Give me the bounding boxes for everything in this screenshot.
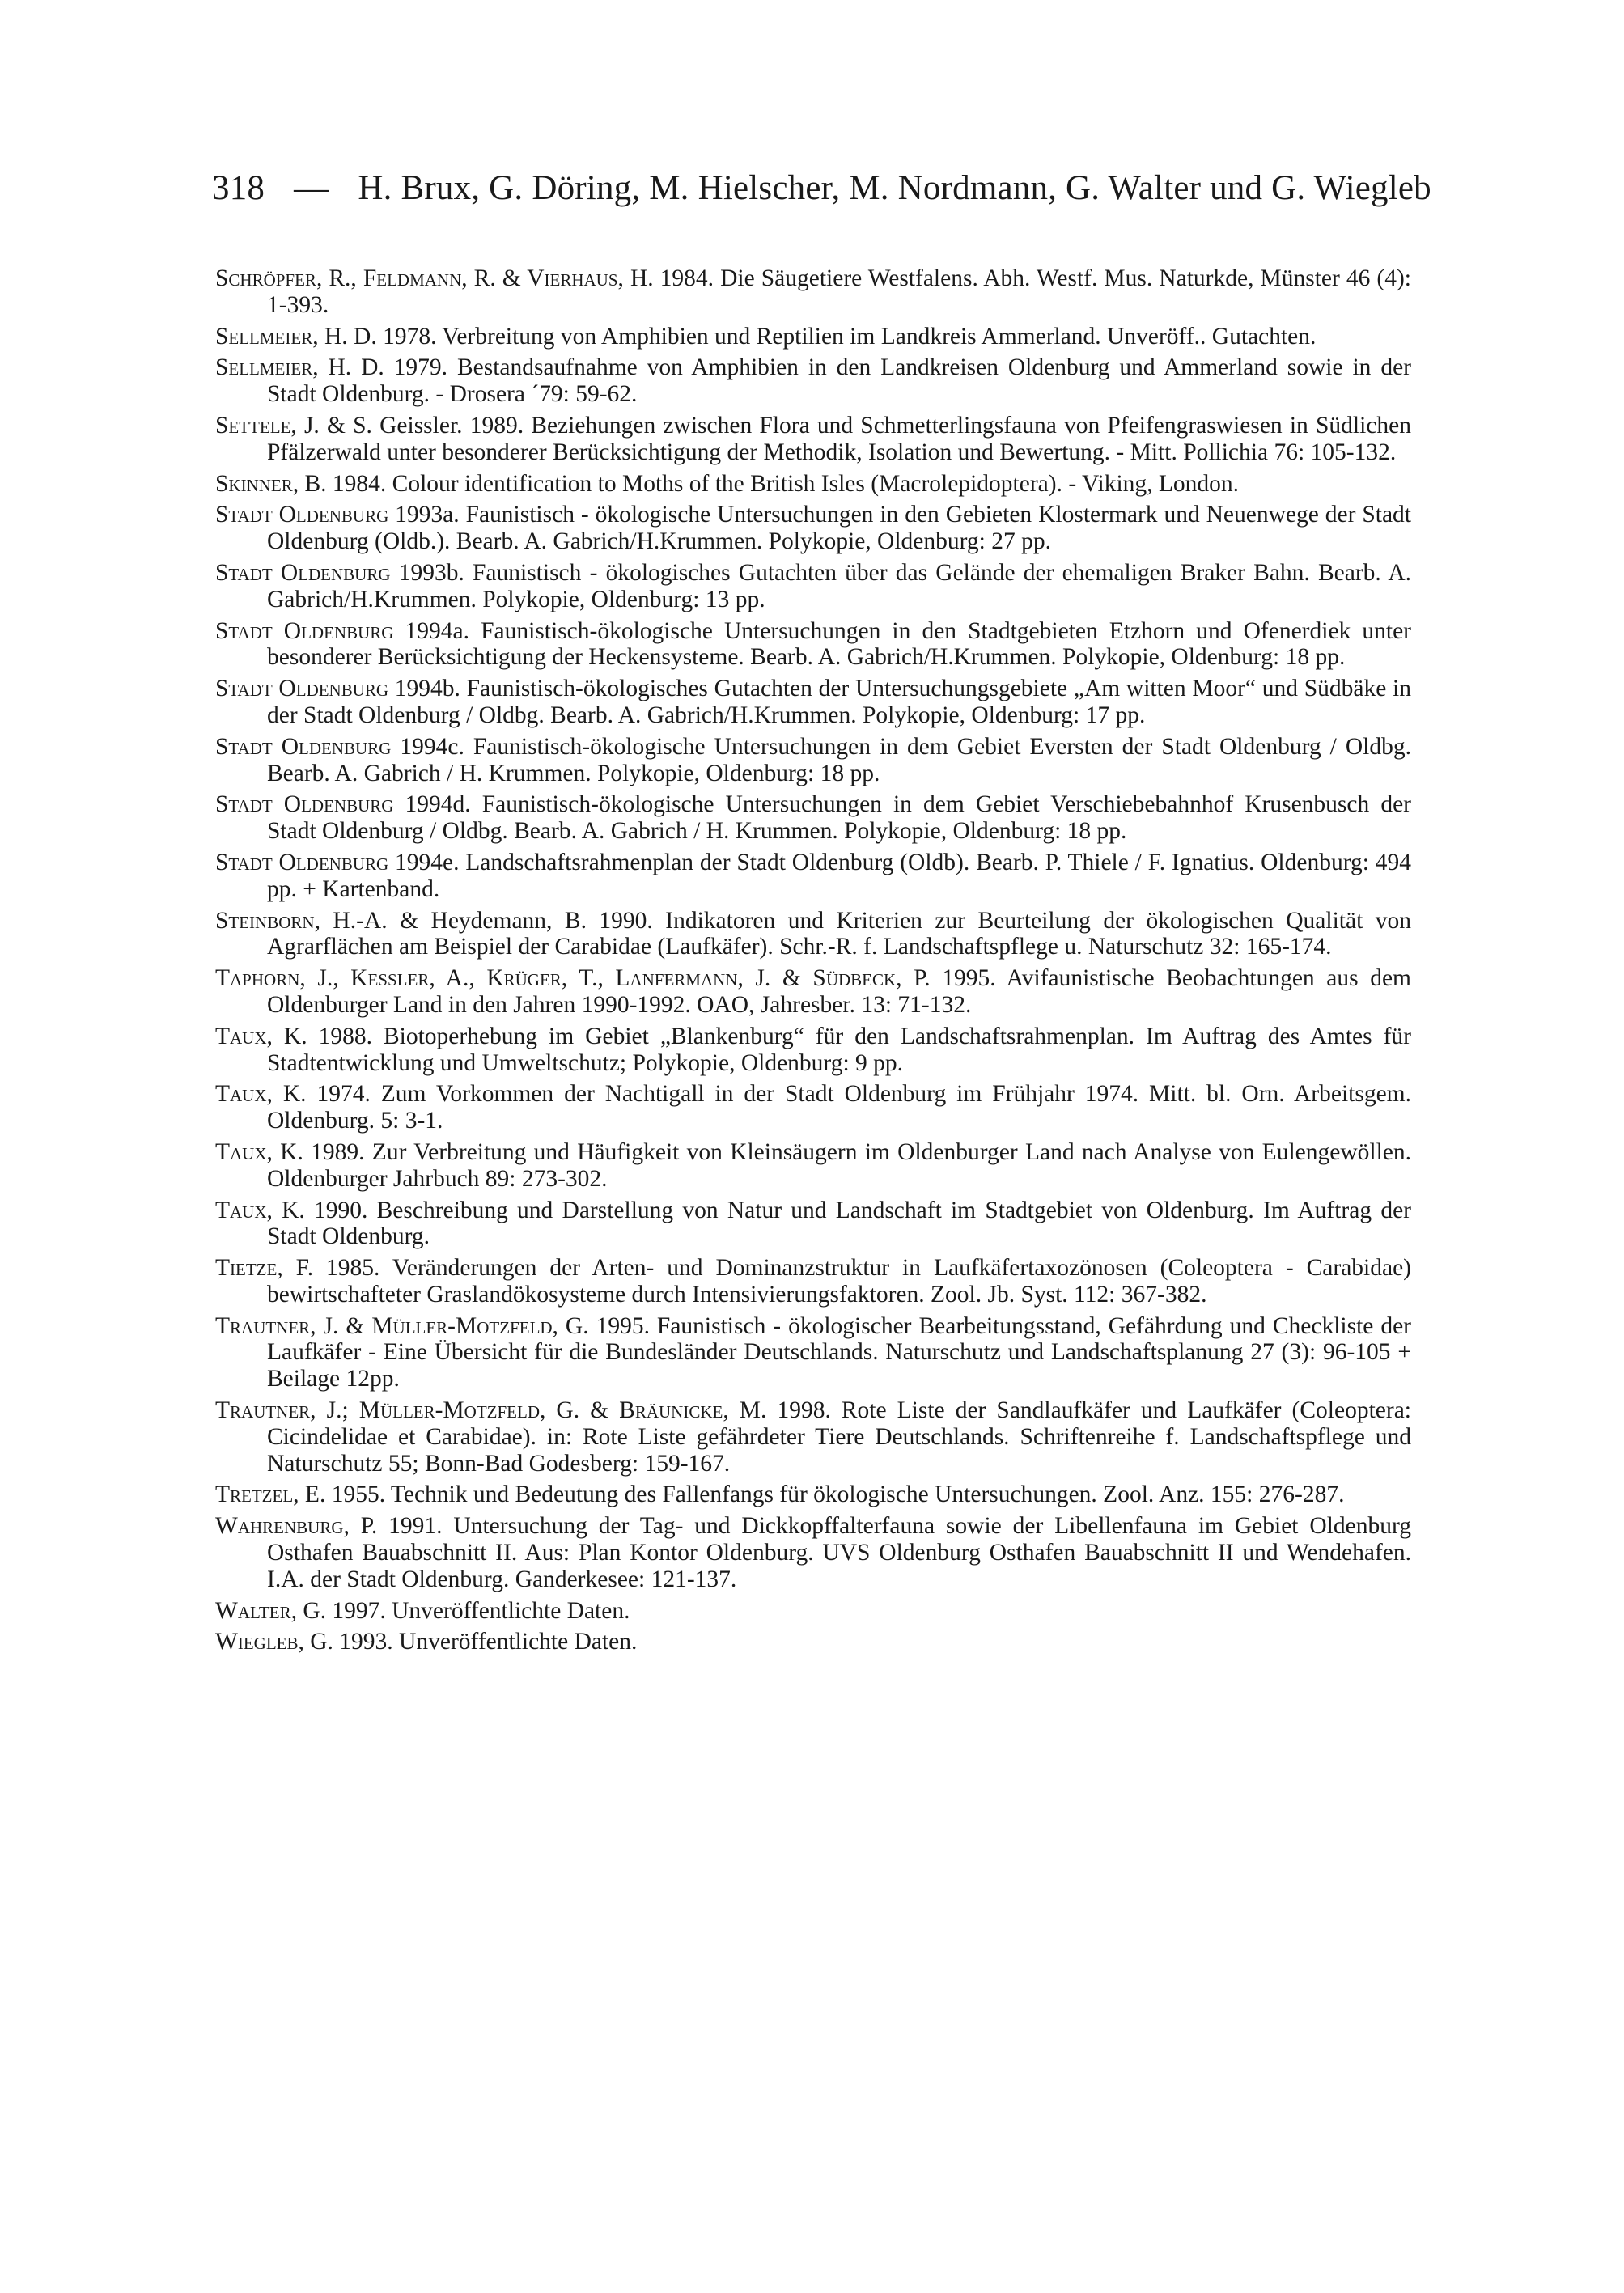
reference-author: Trautner, J.; Müller-Motzfeld, G. & Bräunicke,: [215, 1397, 729, 1424]
reference-author: Taux,: [215, 1197, 273, 1223]
reference-text: H. D. 1979. Bestandsaufnahme von Amphibien in den Landkreisen Oldenburg und Ammerland sowie in der Stadt Oldenburg. - Drosera ´79: 59-62.: [267, 354, 1411, 408]
reference-author: Tietze,: [215, 1255, 283, 1282]
reference-entry: [215, 1397, 1411, 1477]
reference-entry: [215, 560, 1411, 613]
reference-author: Trautner, J. & Müller-Motzfeld,: [215, 1312, 558, 1339]
reference-entry: [215, 908, 1411, 961]
reference-entry: [215, 1197, 1411, 1251]
reference-text: 1993b. Faunistisch - ökologisches Gutachten über das Gelände der ehemaligen Braker Bahn. Bearb. A. Gabrich/H.Krummen. Polykopie, Oldenburg: 13 pp.: [267, 559, 1411, 612]
reference-author: Stadt Oldenburg: [215, 617, 394, 644]
reference-entry: [215, 354, 1411, 408]
reference-text: F. 1985. Veränderungen der Arten- und Dominanzstruktur in Laufkäfertaxozönosen (Coleoptera - Carabidae) bewirtschafteter Graslandökosysteme durch Intensivierungsfaktoren. Zool. Jb. Syst. 112: 367-382.: [267, 1255, 1411, 1308]
reference-entry: [215, 1081, 1411, 1134]
header-authors: H. Brux, G. Döring, M. Hielscher, M. Nordmann, G. Walter und G. Wiegleb: [358, 169, 1431, 207]
reference-text: 1994a. Faunistisch-ökologische Untersuchungen in den Stadtgebieten Etzhorn und Ofenerdiek unter besonderer Berücksichtigung der Heckensysteme. Bearb. A. Gabrich/H.Krummen. Polykopie, Oldenburg: 18 pp.: [267, 617, 1411, 671]
reference-entry: [215, 965, 1411, 1019]
reference-entry: [215, 791, 1411, 845]
reference-text: K. 1990. Beschreibung und Darstellung von Natur und Landschaft im Stadtgebiet von Oldenburg. Im Auftrag der Stadt Oldenburg.: [267, 1197, 1411, 1250]
reference-entry: [215, 471, 1411, 498]
reference-text: H.-A. & Heydemann, B. 1990. Indikatoren und Kriterien zur Beurteilung der ökologischen Qualität von Agrarflächen am Beispiel der Carabidae (Laufkäfer). Schr.-R. f. Landschaftspflege u. Naturschutz 32: 165-174.: [267, 907, 1411, 960]
reference-text: K. 1974. Zum Vorkommen der Nachtigall in der Stadt Oldenburg im Frühjahr 1974. Mitt. bl. Orn. Arbeitsgem. Oldenburg. 5: 3-1.: [267, 1081, 1411, 1134]
reference-entry: [215, 502, 1411, 555]
reference-author: Skinner,: [215, 470, 299, 497]
reference-text: K. 1988. Biotoperhebung im Gebiet „Blankenburg“ für den Landschaftsrahmenplan. Im Auftrag des Amtes für Stadtentwicklung und Umweltschutz; Polykopie, Oldenburg: 9 pp.: [267, 1023, 1411, 1076]
reference-entry: [215, 1313, 1411, 1392]
reference-text: K. 1989. Zur Verbreitung und Häufigkeit von Kleinsäugern im Oldenburger Land nach Analyse von Eulengewöllen. Oldenburger Jahrbuch 89: 273-302.: [267, 1138, 1411, 1192]
reference-entry: [215, 1481, 1411, 1508]
reference-author: Stadt Oldenburg: [215, 559, 391, 586]
reference-entry: [215, 618, 1411, 672]
reference-author: Tretzel,: [215, 1481, 299, 1508]
reference-text: M. 1998. Rote Liste der Sandlaufkäfer und Laufkäfer (Coleoptera: Cicindelidae et Carabidae). in: Rote Liste gefährdeter Tiere Deutschlands. Schriftenreihe f. Landschaftspflege und Naturschutz 55; Bonn-Bad Godesberg: 159-167.: [267, 1397, 1412, 1477]
reference-list: [215, 265, 1411, 1660]
reference-author: Steinborn,: [215, 907, 320, 934]
reference-author: Settele,: [215, 412, 297, 439]
reference-text: G. 1997. Unveröffentlichte Daten.: [296, 1597, 630, 1624]
reference-author: Walter,: [215, 1597, 297, 1624]
reference-author: Sellmeier,: [215, 323, 319, 350]
reference-entry: [215, 734, 1411, 787]
reference-entry: [215, 1629, 1411, 1655]
reference-text: 1994d. Faunistisch-ökologische Untersuchungen in dem Gebiet Verschiebebahnhof Krusenbusch der Stadt Oldenburg / Oldbg. Bearb. A. Gabrich / H. Krummen. Polykopie, Oldenburg: 18 pp.: [267, 791, 1411, 845]
reference-author: Taux,: [215, 1081, 273, 1108]
reference-entry: [215, 1598, 1411, 1625]
reference-entry: [215, 1139, 1411, 1193]
reference-text: B. 1984. Colour identification to Moths of the British Isles (Macrolepidoptera). - Viking, London.: [299, 470, 1240, 497]
reference-entry: [215, 676, 1411, 729]
reference-text: H. D. 1978. Verbreitung von Amphibien und Reptilien im Landkreis Ammerland. Unveröff.. Gutachten.: [318, 323, 1317, 350]
reference-text: 1994c. Faunistisch-ökologische Untersuchungen in dem Gebiet Eversten der Stadt Oldenburg / Oldbg. Bearb. A. Gabrich / H. Krummen. Polykopie, Oldenburg: 18 pp.: [267, 733, 1411, 786]
reference-author: Stadt Oldenburg: [215, 791, 394, 818]
reference-text: G. 1995. Faunistisch - ökologischer Bearbeitungsstand, Gefährdung und Checkliste der Laufkäfer - Eine Übersicht für die Bundesländer Deutschlands. Naturschutz und Landschaftsplanung 27 (3): 96-105 + Beilage 12pp.: [267, 1312, 1412, 1392]
reference-author: Sellmeier,: [215, 354, 319, 381]
reference-text: G. 1993. Unveröffentlichte Daten.: [303, 1629, 638, 1655]
reference-author: Stadt Oldenburg: [215, 502, 389, 528]
running-head: [212, 166, 1431, 211]
reference-author: Stadt Oldenburg: [215, 733, 392, 760]
reference-entry: [215, 413, 1411, 466]
reference-author: Taux,: [215, 1023, 273, 1049]
reference-entry: [215, 1513, 1411, 1592]
reference-author: Wahrenburg,: [215, 1513, 350, 1540]
reference-text: 1994b. Faunistisch-ökologisches Gutachten der Untersuchungsgebiete „Am witten Moor“ und Südbäke in der Stadt Oldenburg / Oldbg. Bearb. A. Gabrich/H.Krummen. Polykopie, Oldenburg: 17 pp.: [267, 676, 1411, 728]
reference-author: Stadt Oldenburg: [215, 849, 389, 875]
reference-entry: [215, 324, 1411, 350]
header-dash: —: [294, 169, 329, 207]
reference-entry: [215, 1255, 1411, 1308]
reference-author: Wiegleb,: [215, 1629, 304, 1655]
page-number: 318: [212, 169, 265, 207]
reference-author: Taphorn, J., Keßler, A., Krüger, T., Lanfermann, J. & Südbeck,: [215, 965, 902, 992]
reference-author: Schröpfer, R., Feldmann, R. & Vierhaus,: [215, 265, 624, 291]
reference-text: H. 1984. Die Säugetiere Westfalens. Abh. Westf. Mus. Naturkde, Münster 46 (4): 1-393.: [267, 265, 1411, 318]
reference-text: 1993a. Faunistisch - ökologische Untersuchungen in den Gebieten Klostermark und Neuenwege der Stadt Oldenburg (Oldb.). Bearb. A. Gabrich/H.Krummen. Polykopie, Oldenburg: 27 pp.: [267, 502, 1411, 555]
reference-text: P. 1991. Untersuchung der Tag- und Dickkopffalterfauna sowie der Libellenfauna im Gebiet Oldenburg Osthafen Bauabschnitt II. Aus: Plan Kontor Oldenburg. UVS Oldenburg Osthafen Bauabschnitt II und Wendehafen. I.A. der Stadt Oldenburg. Ganderkesee: 121-137.: [267, 1513, 1411, 1592]
reference-author: Stadt Oldenburg: [215, 676, 389, 702]
reference-author: Taux,: [215, 1138, 273, 1165]
reference-entry: [215, 850, 1411, 903]
reference-entry: [215, 1024, 1411, 1077]
reference-text: P. 1995. Avifaunistische Beobachtungen aus dem Oldenburger Land in den Jahren 1990-1992. OAO, Jahresber. 13: 71-132.: [267, 965, 1411, 1018]
reference-text: E. 1955. Technik und Bedeutung des Fallenfangs für ökologische Untersuchungen. Zool. Anz. 155: 276-287.: [299, 1481, 1345, 1508]
reference-text: 1994e. Landschaftsrahmenplan der Stadt Oldenburg (Oldb). Bearb. P. Thiele / F. Ignatius. Oldenburg: 494 pp. + Kartenband.: [267, 849, 1411, 902]
reference-text: J. & S. Geissler. 1989. Beziehungen zwischen Flora und Schmetterlingsfauna von Pfeifengraswiesen in Südlichen Pfälzerwald unter besonderer Berücksichtigung der Methodik, Isolation und Bewertung. - Mitt. Pollichia 76: 105-132.: [267, 412, 1411, 465]
reference-entry: [215, 265, 1411, 319]
